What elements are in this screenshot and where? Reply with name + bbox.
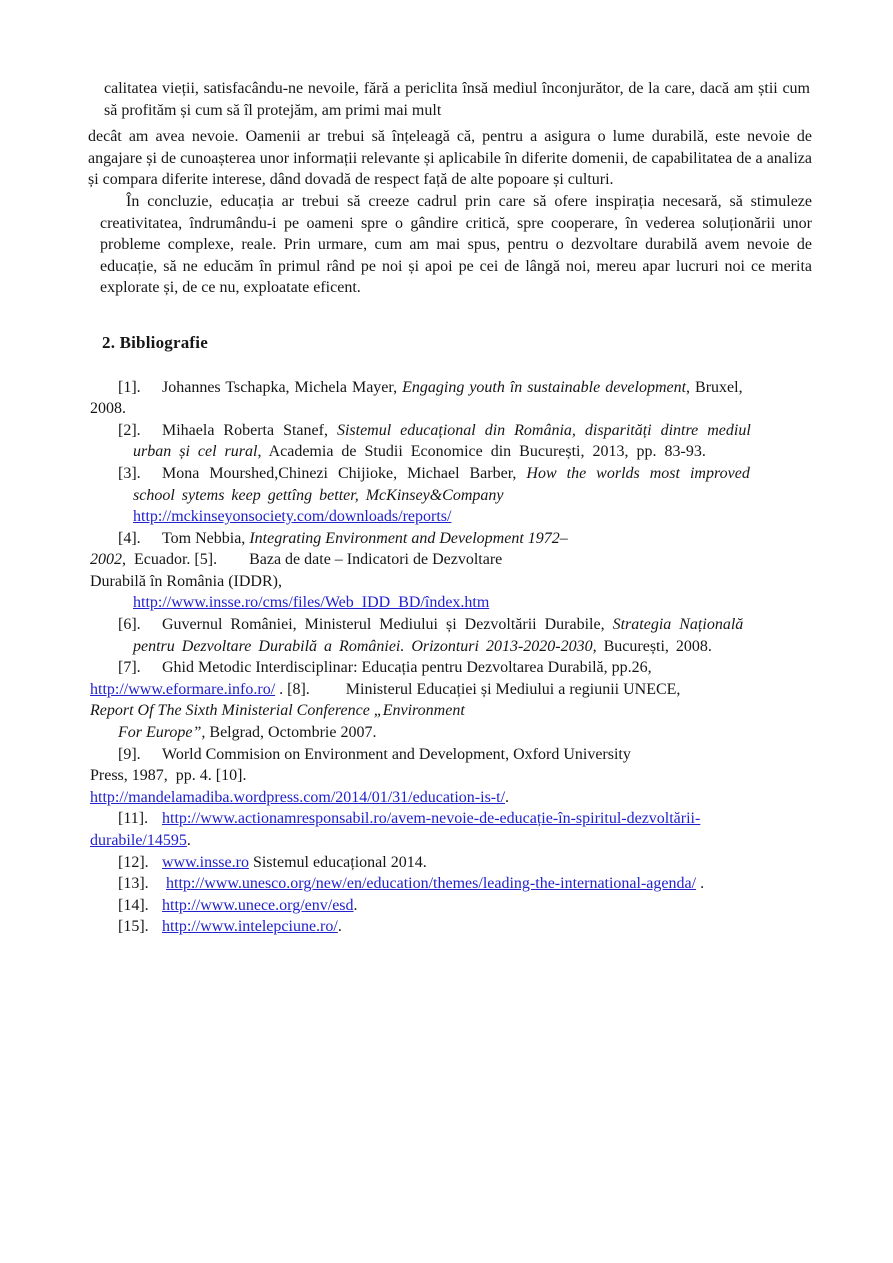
citation-marker: [12]. <box>118 853 149 871</box>
text: Belgrad, Octombrie 2007. <box>205 724 377 742</box>
bibliography-line <box>118 808 812 830</box>
text: Press, 1987, pp. 4. [10]. <box>90 767 247 785</box>
hyperlink[interactable]: http://www.intelepciune.ro/ <box>162 918 338 936</box>
text: Mona Mourshed,Chinezi Chijioke, Michael Barber, <box>162 464 527 482</box>
text: . <box>337 918 342 936</box>
text: Durabilă în România (IDDR), <box>90 572 282 590</box>
hyperlink[interactable]: http://www.insse.ro/cms/files/Web_IDD_BD/îndex.htm <box>133 594 490 612</box>
italic-text: school sytems keep gettîng better, McKinsey&Company <box>133 486 504 504</box>
text: Guvernul României, Ministerul Mediului și Dezvoltării Durabile, <box>162 616 613 634</box>
bibliography-line <box>90 549 812 571</box>
text: București, 2008. <box>596 637 712 655</box>
text: . [8]. Ministerul Educației și Mediului a regiunii UNECE, <box>275 680 681 698</box>
bibliography-line <box>118 722 812 744</box>
hyperlink[interactable]: http://mckinseyonsociety.com/downloads/reports/ <box>133 508 452 526</box>
citation-marker: [6]. <box>118 616 141 634</box>
italic-text: How the worlds most improved <box>526 464 750 482</box>
bibliography-line <box>90 765 812 787</box>
italic-text: Integrating Environment and Development 1972– <box>249 529 568 547</box>
conclusion-paragraph: În concluzie, educația ar trebui să creeze cadrul prin care să ofere inspirația necesară, să stimuleze creativitatea, îndrumându-i pe oameni spre o gândire critică, spre cooperare, în vederea soluționării unor probleme complexe, reale. Prin urmare, cum am mai spus, pentru o dezvoltare durabilă avem nevoie de educație, să ne educăm în primul rând pe noi și apoi pe cei de lângă noi, mereu apar lucruri noi ce merita explorate și, de ce nu, exploatate eficent. <box>100 192 812 297</box>
text: . <box>353 896 358 914</box>
bibliography-line <box>118 377 812 399</box>
text: , Academia de Studii Economice din București, 2013, pp. 83-93. <box>257 443 706 461</box>
bibliography-line <box>90 830 812 852</box>
text: Mihaela Roberta Stanef, <box>162 421 337 439</box>
bibliography-line <box>118 463 812 485</box>
bibliography-line <box>90 679 812 701</box>
hyperlink[interactable]: http://www.eformare.info.ro/ <box>90 680 276 698</box>
italic-text: Report Of The Sixth Ministerial Conference „Environment <box>90 702 465 720</box>
citation-marker: [13]. <box>118 875 149 893</box>
text: . <box>186 832 191 849</box>
text: Johannes Tschapka, Michela Mayer, <box>162 378 403 396</box>
body-paragraph-continuation: calitatea vieții, satisfacându-ne nevoile, fără a periclita însă mediul înconjurător, de la care, dacă am știi cum să profităm și cum să îl protejăm, am primi mai mult <box>104 80 810 119</box>
hyperlink[interactable]: www.insse.ro <box>162 853 249 871</box>
bibliography-line <box>133 506 812 528</box>
bibliography-line <box>118 420 812 442</box>
citation-marker: [11]. <box>118 810 149 828</box>
text: World Commision on Environment and Development, Oxford University <box>162 745 631 763</box>
italic-text: For Europe”, <box>118 724 206 742</box>
italic-text: 2002 <box>90 551 122 569</box>
italic-text: Engaging youth în sustainable development <box>402 378 687 396</box>
bibliography-line <box>133 592 812 614</box>
citation-marker: [2]. <box>118 421 141 439</box>
bibliography-line <box>90 700 812 722</box>
citation-marker: [3]. <box>118 464 141 482</box>
bibliography-line <box>133 636 812 658</box>
citation-marker: [1]. <box>118 378 141 396</box>
bibliography-line <box>118 744 812 766</box>
citation-marker: [15]. <box>118 918 149 936</box>
bibliography-line <box>118 895 812 917</box>
citation-marker: [7]. <box>118 659 141 677</box>
bibliography-line <box>118 528 812 550</box>
citation-marker: [4]. <box>118 529 141 547</box>
text: , Ecuador. [5]. Baza de date – Indicatori de Dezvoltare <box>122 551 503 569</box>
italic-text: urban și cel rural <box>133 443 258 461</box>
text: Ghid Metodic Interdisciplinar: Educația pentru Dezvoltarea Durabilă, pp.26, <box>162 659 652 677</box>
bibliography-line <box>90 571 812 593</box>
italic-text: pentru Dezvoltare Durabilă a României. Orizonturi 2013-2020-2030, <box>133 637 597 655</box>
hyperlink[interactable]: http://www.unece.org/env/esd <box>162 896 354 914</box>
bibliography-line <box>118 916 812 938</box>
bibliography-line <box>133 485 812 507</box>
citation-marker: [14]. <box>118 896 149 914</box>
hyperlink[interactable]: durabile/14595 <box>90 832 187 849</box>
text: 2008. <box>90 400 126 418</box>
text: , Bruxel, <box>686 378 743 396</box>
body-paragraph: decât am avea nevoie. Oamenii ar trebui să înțeleagă că, pentru a asigura o lume durabilă, este nevoie de angajare și de cunoașterea unor informații relevante și aplicabile în diferite domenii, de capabilitatea de a analiza și compara diferite interese, dând dovadă de respect față de alte popoare și culturi. <box>88 128 812 189</box>
bibliography-heading: 2. Bibliografie <box>102 332 208 352</box>
bibliography-line <box>133 441 812 463</box>
text: Tom Nebbia, <box>162 529 250 547</box>
bibliography-line <box>118 873 812 895</box>
bibliography-line <box>118 852 812 874</box>
bibliography-list <box>88 377 812 938</box>
bibliography-line <box>118 614 812 636</box>
hyperlink[interactable]: http://www.unesco.org/new/en/education/themes/leading-the-international-agenda/ <box>166 875 697 893</box>
text: . <box>505 788 510 806</box>
italic-text: Strategia Națională <box>612 616 744 634</box>
text: . <box>696 875 705 893</box>
citation-marker: [9]. <box>118 745 141 763</box>
bibliography-line <box>118 657 812 679</box>
text: Sistemul educațional 2014. <box>248 853 427 871</box>
hyperlink[interactable]: http://mandelamadiba.wordpress.com/2014/01/31/education-is-t/ <box>90 788 506 806</box>
bibliography-line <box>90 787 812 809</box>
hyperlink[interactable]: http://www.actionamresponsabil.ro/avem-nevoie-de-educație-în-spiritul-dezvoltării- <box>162 810 701 828</box>
italic-text: Sistemul educațional din România, disparități dintre mediul <box>336 421 751 439</box>
bibliography-line <box>90 398 812 420</box>
